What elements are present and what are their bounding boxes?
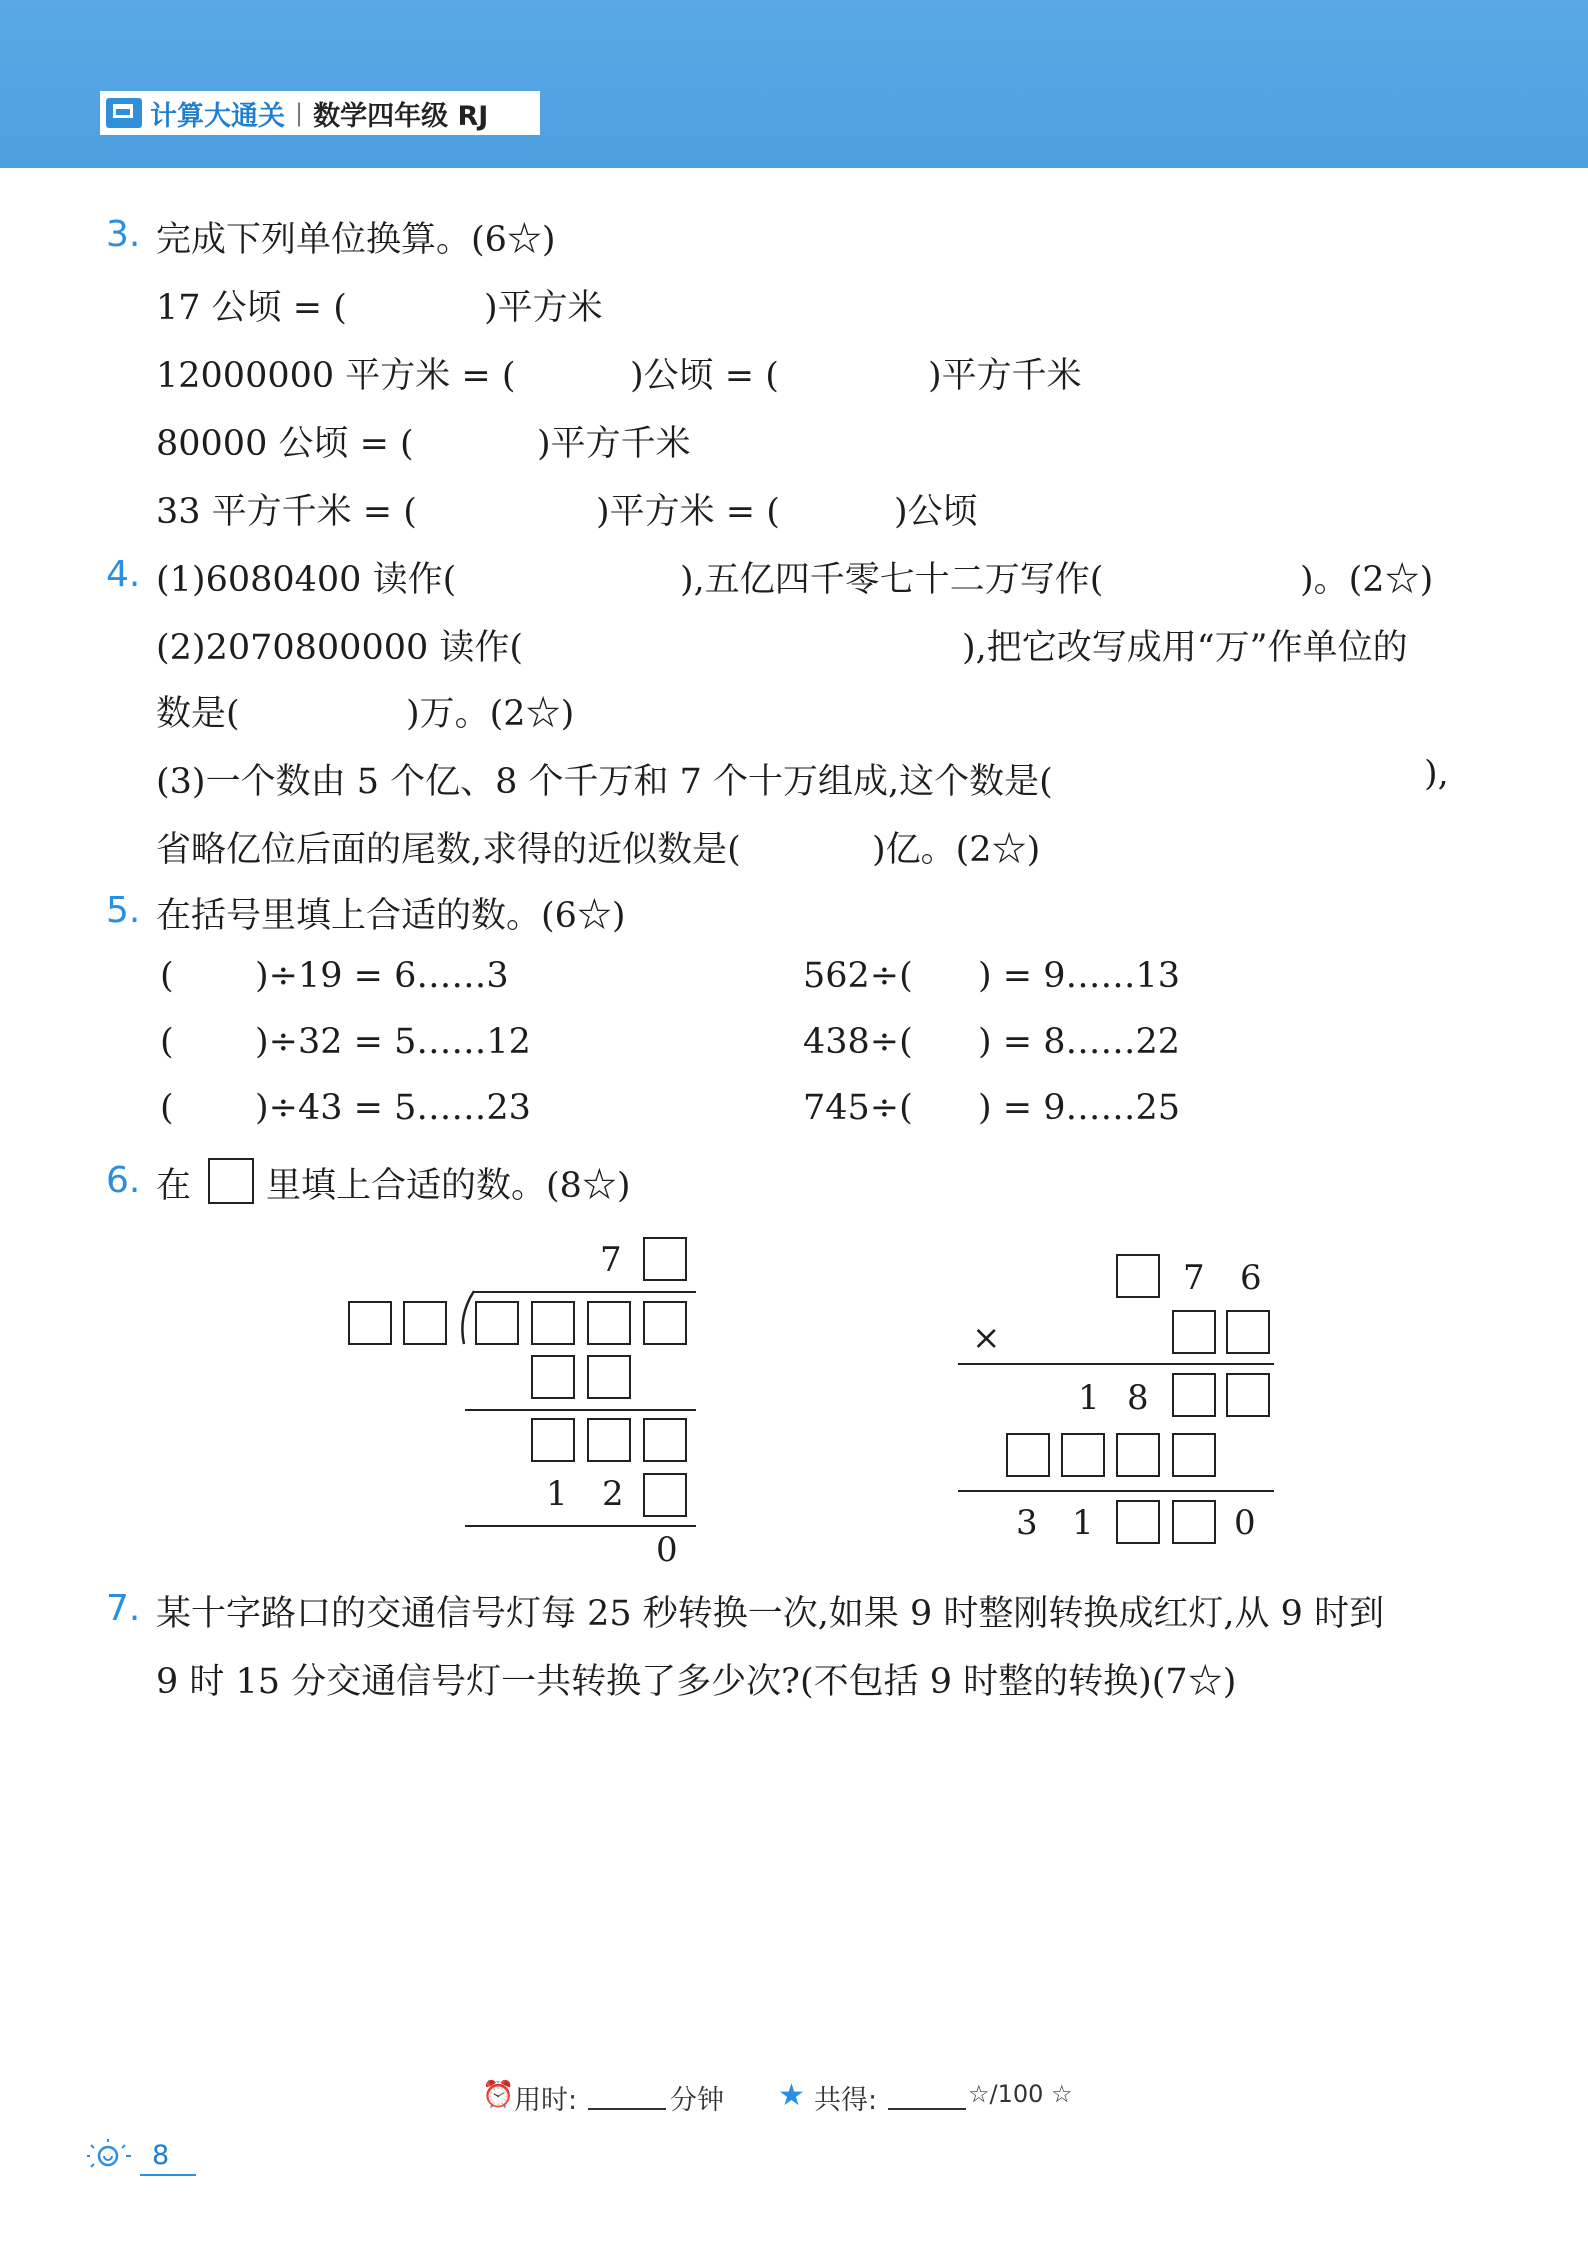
- digit-box[interactable]: [643, 1301, 687, 1345]
- digit-box[interactable]: [1116, 1433, 1160, 1477]
- digit-box[interactable]: [1116, 1254, 1160, 1298]
- result-digit: 3: [1016, 1503, 1038, 1543]
- digit-box[interactable]: [643, 1237, 687, 1281]
- digit-box[interactable]: [1006, 1433, 1050, 1477]
- q3-line4-c: )公顷: [894, 492, 978, 532]
- q6-title-box: [208, 1158, 254, 1204]
- q4-part2-a: (2)2070800000 读作(: [156, 628, 524, 668]
- digit-box[interactable]: [1172, 1310, 1216, 1354]
- q4-part2-b: ),把它改写成用“万”作单位的: [962, 628, 1408, 668]
- time-label: 用时:: [514, 2085, 578, 2116]
- question-5-title: 在括号里填上合适的数。(6☆): [156, 896, 626, 936]
- score-suffix: ☆/100 ☆: [968, 2080, 1073, 2108]
- multiplicand-digit: 6: [1240, 1258, 1262, 1298]
- header-badge: [100, 91, 540, 135]
- sum-line: [958, 1490, 1274, 1492]
- q5-left2-rest: )÷32 = 5……12: [255, 1022, 531, 1062]
- digit-box[interactable]: [1172, 1500, 1216, 1544]
- q4-part3-c: 省略亿位后面的尾数,求得的近似数是(: [156, 830, 741, 870]
- digit-box[interactable]: [531, 1355, 575, 1399]
- page-number: 8: [152, 2140, 170, 2171]
- digit-box[interactable]: [1116, 1500, 1160, 1544]
- question-6-number: 6.: [106, 1160, 141, 1201]
- digit-box[interactable]: [1061, 1433, 1105, 1477]
- q3-line1-a: 17 公顷 = (: [156, 288, 347, 328]
- digit-box[interactable]: [1226, 1373, 1270, 1417]
- q5-right2-a: 438÷(: [803, 1022, 913, 1062]
- q4-part2-c: 数是(: [156, 694, 240, 734]
- time-unit: 分钟: [670, 2085, 724, 2116]
- q5-left1-rest: )÷19 = 6……3: [255, 956, 509, 996]
- question-3-number: 3.: [106, 214, 141, 255]
- multiplicand-digit: 7: [1183, 1258, 1205, 1298]
- partial-digit: 1: [1078, 1378, 1100, 1418]
- book-icon: [106, 98, 142, 128]
- digit-box[interactable]: [643, 1418, 687, 1462]
- question-7-line1: 某十字路口的交通信号灯每 25 秒转换一次,如果 9 时整刚转换成红灯,从 9 时到: [156, 1594, 1385, 1634]
- q4-part1-b: ),五亿四千零七十二万写作(: [680, 560, 1104, 600]
- result-digit: 1: [1072, 1503, 1094, 1543]
- digit-box[interactable]: [403, 1301, 447, 1345]
- digit-box[interactable]: [475, 1301, 519, 1345]
- q4-part1-a: (1)6080400 读作(: [156, 560, 457, 600]
- q5-left3-open: (: [160, 1088, 174, 1128]
- q3-line4-a: 33 平方千米 = (: [156, 492, 417, 532]
- division-bar: [474, 1291, 696, 1293]
- times-sign: ×: [972, 1318, 1001, 1358]
- digit-box[interactable]: [1172, 1433, 1216, 1477]
- time-blank[interactable]: [588, 2108, 666, 2110]
- product-line: [958, 1363, 1274, 1365]
- q4-part3-a: (3)一个数由 5 个亿、8 个千万和 7 个十万组成,这个数是(: [156, 762, 1053, 802]
- question-7-line2: 9 时 15 分交通信号灯一共转换了多少次?(不包括 9 时整的转换)(7☆): [156, 1662, 1237, 1702]
- q3-line2-a: 12000000 平方米 = (: [156, 356, 516, 396]
- q5-right1-a: 562÷(: [803, 956, 913, 996]
- star-icon: ★: [778, 2078, 805, 2113]
- question-3-title: 完成下列单位换算。(6☆): [156, 220, 556, 260]
- remainder-digit: 2: [602, 1474, 624, 1514]
- q5-left3-rest: )÷43 = 5……23: [255, 1088, 531, 1128]
- digit-box[interactable]: [587, 1301, 631, 1345]
- q6-title-post: 里填上合适的数。(8☆): [266, 1166, 631, 1206]
- digit-box[interactable]: [1172, 1373, 1216, 1417]
- clock-icon: ⏰: [482, 2080, 515, 2110]
- q5-right1-b: ) = 9……13: [978, 956, 1181, 996]
- digit-box[interactable]: [348, 1301, 392, 1345]
- question-7-number: 7.: [106, 1588, 141, 1629]
- q3-line2-b: )公顷 = (: [630, 356, 779, 396]
- q3-line1-b: )平方米: [484, 288, 603, 328]
- q3-line3-a: 80000 公顷 = (: [156, 424, 414, 464]
- score-blank[interactable]: [888, 2108, 966, 2110]
- digit-box[interactable]: [587, 1418, 631, 1462]
- digit-box[interactable]: [1226, 1310, 1270, 1354]
- result-last-digit: 0: [1234, 1503, 1256, 1543]
- q4-part1-c: )。(2☆): [1300, 560, 1434, 600]
- page-number-underline: [140, 2174, 196, 2176]
- q3-line4-b: )平方米 = (: [596, 492, 780, 532]
- digit-box[interactable]: [531, 1301, 575, 1345]
- q5-right2-b: ) = 8……22: [978, 1022, 1181, 1062]
- q4-part2-d: )万。(2☆): [406, 694, 575, 734]
- subtraction-line: [465, 1409, 696, 1411]
- digit-box[interactable]: [643, 1473, 687, 1517]
- digit-box[interactable]: [531, 1418, 575, 1462]
- final-remainder: 0: [656, 1530, 678, 1570]
- score-label: 共得:: [814, 2085, 878, 2116]
- question-5-number: 5.: [106, 890, 141, 931]
- book-title: 计算大通关: [150, 100, 285, 132]
- q5-right3-a: 745÷(: [803, 1088, 913, 1128]
- book-subtitle: 数学四年级 RJ: [313, 100, 489, 132]
- subtraction-line: [465, 1525, 696, 1527]
- q5-right3-b: ) = 9……25: [978, 1088, 1181, 1128]
- sun-swirl-icon: [86, 2138, 134, 2174]
- q5-left1-open: (: [160, 956, 174, 996]
- question-4-number: 4.: [106, 554, 141, 595]
- digit-box[interactable]: [587, 1355, 631, 1399]
- q4-part3-d: )亿。(2☆): [872, 830, 1041, 870]
- q3-line3-b: )平方千米: [537, 424, 691, 464]
- q5-left2-open: (: [160, 1022, 174, 1062]
- q4-part3-b: ),: [1424, 754, 1449, 794]
- quotient-digit: 7: [600, 1240, 622, 1280]
- q3-line2-c: )平方千米: [928, 356, 1082, 396]
- header-band: [0, 0, 1588, 168]
- remainder-digit: 1: [546, 1474, 568, 1514]
- q6-title-pre: 在: [156, 1166, 192, 1206]
- title-separator: |: [295, 99, 304, 127]
- partial-digit: 8: [1127, 1378, 1149, 1418]
